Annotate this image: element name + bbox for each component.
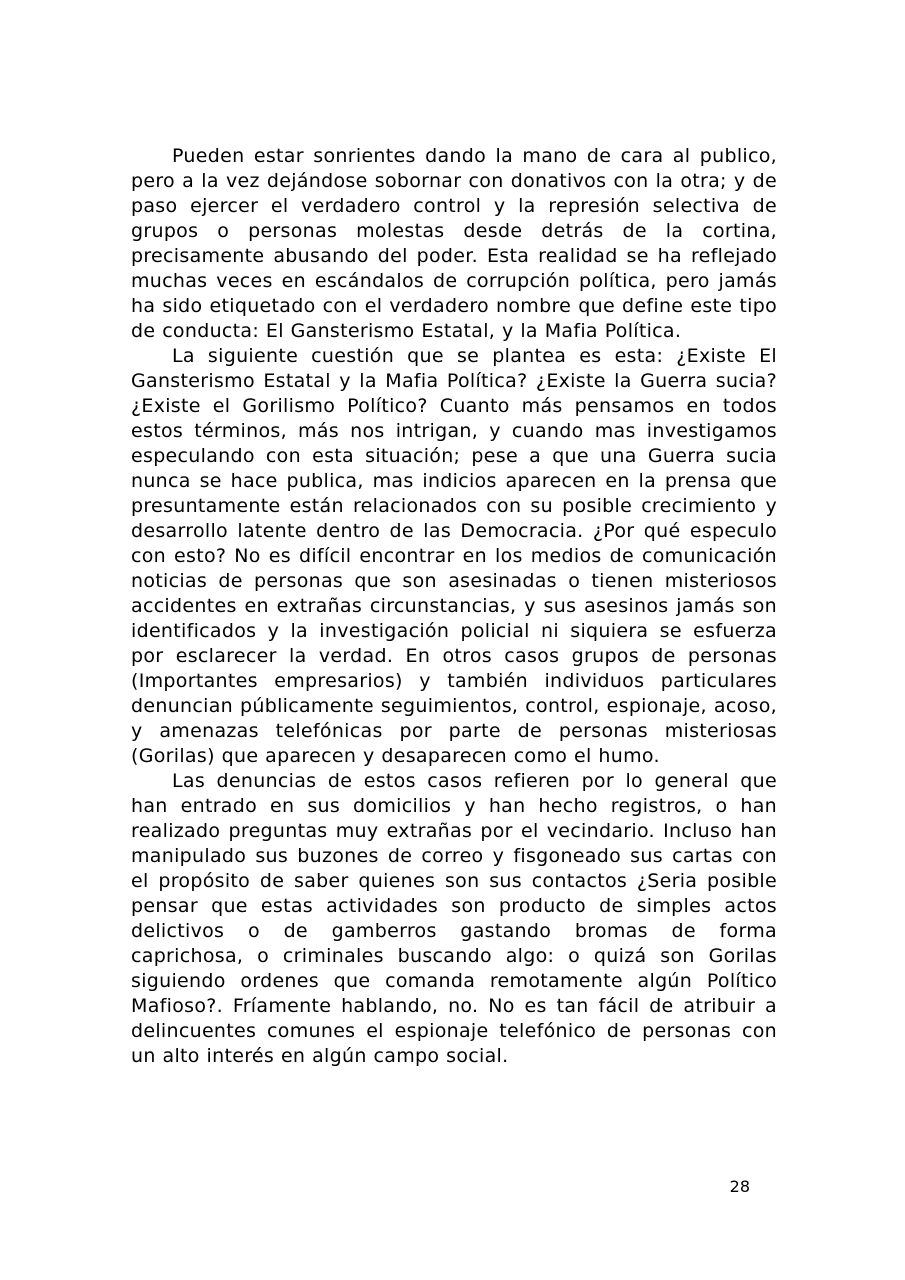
paragraph-1: Pueden estar sonrientes dando la mano de cara al publico, pero a la vez dejándose sobornar con donativos con la otra; y de paso ejercer el verdadero control y la represión selectiva de grupos o personas molestas desde detrás de la cortina, precisamente abusando del poder. Esta realidad se ha reflejado muchas veces en escándalos de corrupción política, pero jamás ha sido etiquetado con el verdadero nombre que define este tipo de conducta: El Gansterismo Estatal, y la Mafia Política. xyxy=(131,145,777,342)
paragraph-3: Las denuncias de estos casos refieren por lo general que han entrado en sus domicilios y han hecho registros, o han realizado preguntas muy extrañas por el vecindario. Incluso han manipulado sus buzones de correo y fisgoneado sus cartas con el propósito de saber quienes son sus contactos ¿Seria posible pensar que estas actividades son producto de simples actos delictivos o de gamberros gastando bromas de forma caprichosa, o criminales buscando algo: o quizá son Gorilas siguiendo ordenes que comanda remotamente algún Político Mafioso?. Fríamente hablando, no. No es tan fácil de atribuir a delincuentes comunes el espionaje telefónico de personas con un alto interés en algún campo social. xyxy=(131,770,777,1067)
page-number: 28 xyxy=(729,1177,750,1196)
body-text xyxy=(131,144,777,1069)
paragraph-2: La siguiente cuestión que se plantea es esta: ¿Existe El Gansterismo Estatal y la Mafia Política? ¿Existe la Guerra sucia? ¿Existe el Gorilismo Político? Cuanto más pensamos en todos estos términos, más nos intrigan, y cuando mas investigamos especulando con esta situación; pese a que una Guerra sucia nunca se hace publica, mas indicios aparecen en la prensa que presuntamente están relacionados con su posible crecimiento y desarrollo latente dentro de las Democracia. ¿Por qué especulo con esto? No es difícil encontrar en los medios de comunicación noticias de personas que son asesinadas o tienen misteriosos accidentes en extrañas circunstancias, y sus asesinos jamás son identificados y la investigación policial ni siquiera se esfuerza por esclarecer la verdad. En otros casos grupos de personas (Importantes empresarios) y también individuos particulares denuncian públicamente seguimientos, control, espionaje, acoso, y amenazas telefónicas por parte de personas misteriosas (Gorilas) que aparecen y desaparecen como el humo. xyxy=(131,345,777,767)
